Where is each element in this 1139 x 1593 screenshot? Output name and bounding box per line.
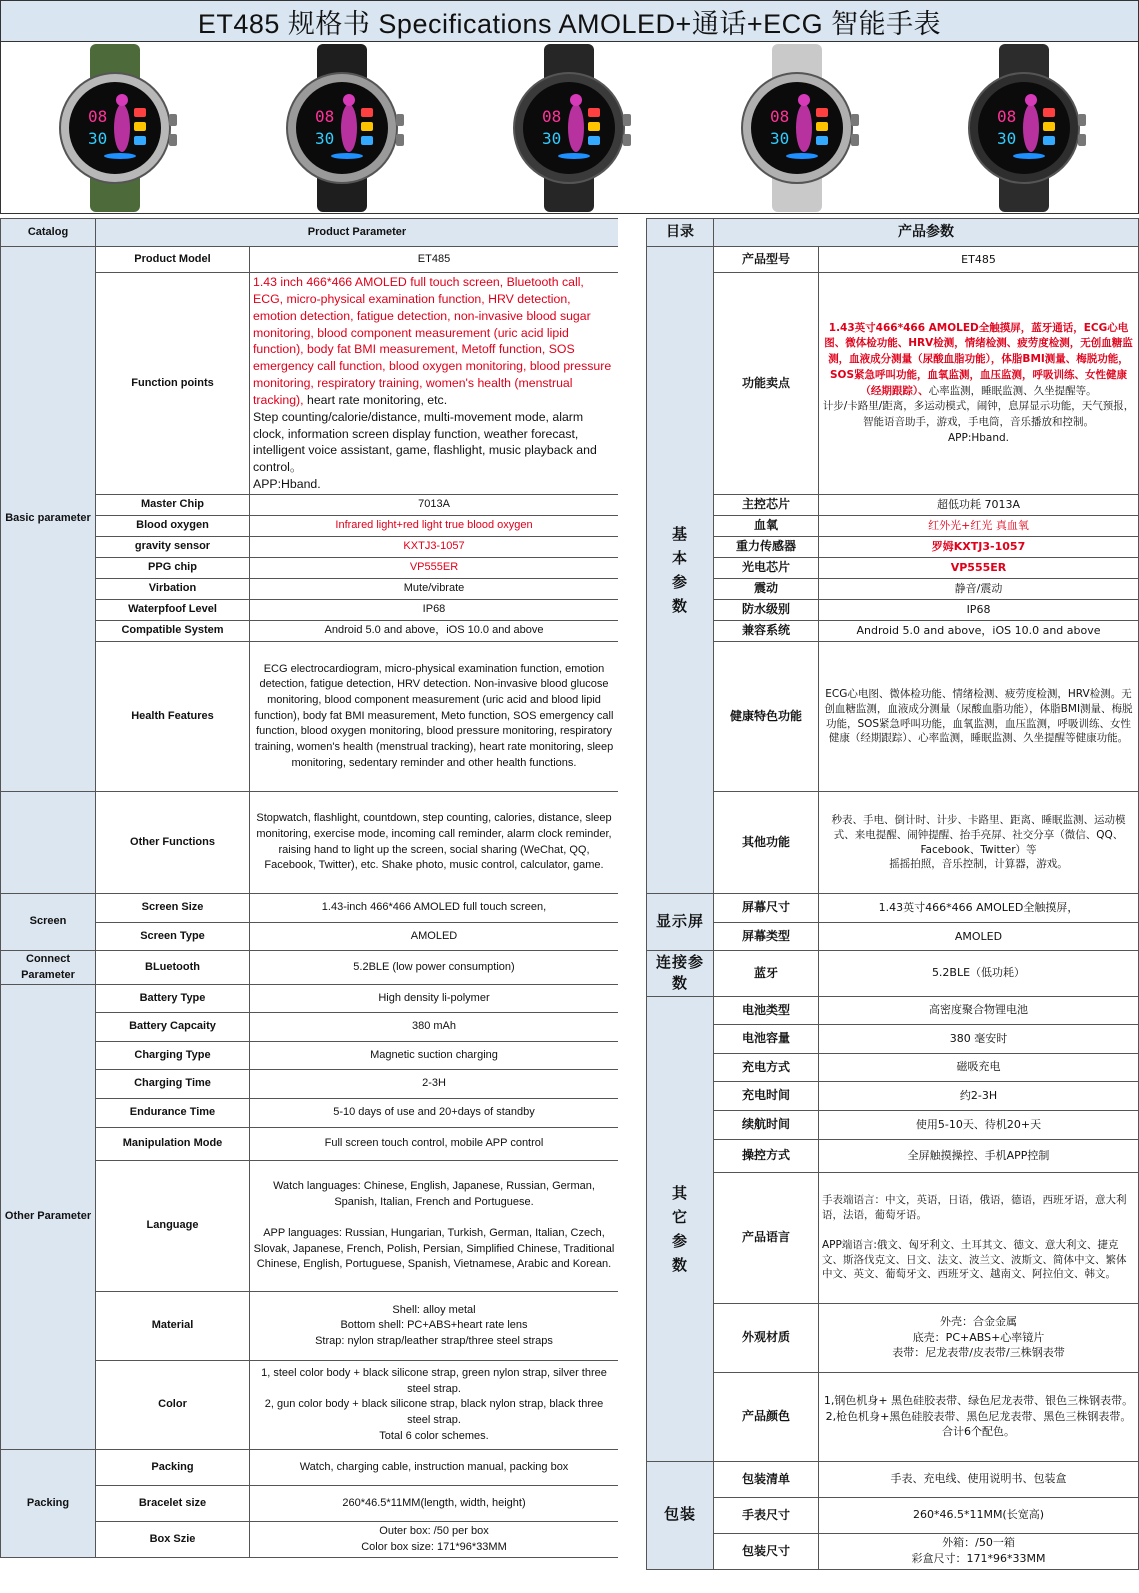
value	[819, 1172, 1139, 1303]
value	[250, 1522, 619, 1558]
label: PPG chip	[96, 558, 250, 579]
text: Shell: alloy metal	[392, 1303, 476, 1316]
label: Screen Type	[96, 923, 250, 951]
value: 高密度聚合物锂电池	[819, 996, 1139, 1024]
label: Charging Type	[96, 1042, 250, 1070]
char: 数	[671, 1255, 688, 1274]
black-steel-strap-watch	[949, 44, 1099, 212]
value: IP68	[819, 600, 1139, 621]
value: 磁吸充电	[819, 1053, 1139, 1081]
text: 手表端语言：中文，英语，日语，俄语，德语，西班牙语，意大利语，法语，葡萄牙语。	[822, 1193, 1127, 1221]
category-screen-cn: 显示屏	[647, 894, 714, 951]
label: 产品型号	[714, 247, 819, 273]
highlight-text: 1.43 inch 466*466 AMOLED full touch screen, Bluetooth call, ECG, micro-physical examination function, HRV detection, emotion detection, fatigue detection, non-invasive blood sugar monitoring, blood component measurement (uric acid lipid function), body fat BMI measurement, Metoff function, SOS emergency call function, blood oxygen monitoring, blood pressure monitoring, respiratory training, women's health (menstrual tracking),	[253, 275, 612, 407]
text: Step counting/calorie/distance, multi-movement mode, alarm clock, information screen display function, weather forecast, intelligent voice assistant, game, flashlight, music playback and control。	[253, 409, 597, 475]
label: Virbation	[96, 579, 250, 600]
label: 包装尺寸	[714, 1533, 819, 1569]
label: Compatible System	[96, 621, 250, 642]
label: 屏幕尺寸	[714, 894, 819, 923]
category-connect: Connect Parameter	[1, 951, 96, 985]
label: 充电时间	[714, 1081, 819, 1110]
svg-text:30: 30	[769, 128, 790, 148]
black-silicone-strap-watch	[267, 44, 417, 212]
label: Function points	[96, 273, 250, 495]
text: Outer box: /50 per box	[379, 1525, 489, 1538]
value: 超低功耗 7013A	[819, 495, 1139, 516]
silver-steel-strap-watch	[722, 44, 872, 212]
page-title: ET485 规格书 Specifications AMOLED+通话+ECG 智能手表	[0, 0, 1139, 42]
label: 续航时间	[714, 1110, 819, 1139]
svg-text:30: 30	[542, 128, 562, 148]
label: 电池容量	[714, 1024, 819, 1053]
label: 操控方式	[714, 1139, 819, 1172]
svg-text:08: 08	[87, 106, 107, 126]
text: Watch languages: Chinese, English, Japanese, Russian, German, Spanish, Italian, French and Portuguese.	[273, 1180, 595, 1208]
value: Android 5.0 and above，iOS 10.0 and above	[819, 621, 1139, 642]
category-packing: Packing	[1, 1450, 96, 1558]
value: AMOLED	[819, 923, 1139, 951]
text: 底壳：PC+ABS+心率镜片	[912, 1330, 1045, 1344]
char: 本	[671, 549, 688, 567]
function-points-value-cn	[819, 273, 1139, 495]
category-packing-cn: 包装	[647, 1461, 714, 1569]
value: 红外光+红光 真血氧	[819, 516, 1139, 537]
value: 1.43-inch 466*466 AMOLED full touch screen,	[250, 894, 619, 923]
value: Magnetic suction charging	[250, 1042, 619, 1070]
value: KXTJ3-1057	[250, 537, 619, 558]
spec-table-chinese	[646, 218, 1139, 1570]
text: APP:Hband.	[947, 431, 1010, 444]
char: 参	[671, 1231, 688, 1250]
value: Infrared light+red light true blood oxygen	[250, 516, 619, 537]
value	[819, 792, 1139, 894]
text: 1, steel color body + black silicone strap, green nylon strap, silver three steel strap.	[261, 1367, 607, 1395]
text: 秒表、手电、倒计时、计步、卡路里、距离、睡眠监测、运动模式、来电提醒、闹钟提醒、抬手亮屏、社交分享（微信、QQ、Facebook、Twitter）等	[831, 813, 1126, 856]
label: Charging Time	[96, 1070, 250, 1099]
value: 260*46.5*11MM(长宽高)	[819, 1497, 1139, 1533]
value: Stopwatch, flashlight, countdown, step counting, calories, distance, sleep monitoring, exercise mode, incoming call reminder, alarm clock reminder, raising hand to light up the screen, social sharing (WeChat, QQ, Facebook, Twitter), etc. Shake photo, music control, calculator, game.	[250, 792, 619, 894]
category-other-cn	[647, 996, 714, 1461]
value: ET485	[250, 247, 619, 273]
label: Other Functions	[96, 792, 250, 894]
value: 5.2BLE (low power consumption)	[250, 951, 619, 985]
category-other: Other Parameter	[1, 985, 96, 1450]
text: APP:Hband.	[253, 477, 321, 492]
svg-text:08: 08	[997, 106, 1017, 126]
text: Strap: nylon strap/leather strap/three steel straps	[315, 1335, 553, 1348]
label: 外观材质	[714, 1303, 819, 1372]
value: 7013A	[250, 495, 619, 516]
label: Manipulation Mode	[96, 1128, 250, 1161]
watch-icon	[722, 44, 872, 212]
char: 数	[671, 597, 688, 615]
label: 其他功能	[714, 792, 819, 894]
label: 震动	[714, 579, 819, 600]
value: 5.2BLE（低功耗）	[819, 951, 1139, 997]
label: Language	[96, 1161, 250, 1292]
svg-text:08: 08	[542, 106, 562, 126]
value	[819, 1372, 1139, 1461]
label: Screen Size	[96, 894, 250, 923]
label: Health Features	[96, 642, 250, 792]
label: 产品语言	[714, 1172, 819, 1303]
value: 约2-3H	[819, 1081, 1139, 1110]
text: Total 6 color schemes.	[379, 1429, 489, 1442]
char: 其	[671, 1183, 688, 1202]
text: 表带：尼龙表带/皮表带/三株钢表带	[892, 1346, 1065, 1360]
label: 电池类型	[714, 996, 819, 1024]
label: gravity sensor	[96, 537, 250, 558]
label: 产品颜色	[714, 1372, 819, 1461]
svg-text:30: 30	[315, 128, 335, 148]
category-screen: Screen	[1, 894, 96, 951]
value: ECG心电图、微体检功能、情绪检测、疲劳度检测，HRV检测。无创血糖监测，血液成分测量（尿酸血脂功能），体脂BMI测量、梅脱功能，SOS紧急呼叫功能，血氧监测，血压监测，呼吸训练、女性健康（经期跟踪）、心率监测，睡眠监测、久坐提醒等健康功能。	[819, 642, 1139, 792]
value: ET485	[819, 247, 1139, 273]
value: VP555ER	[250, 558, 619, 579]
label: 防水级别	[714, 600, 819, 621]
text: APP端语言:俄文、匈牙利文、土耳其文、德文、意大利文、捷克文、斯洛伐克文、日文、法文、波兰文、波斯文、简体中文、繁体中文、英文、葡萄牙文、西班牙文、越南文、阿拉伯文、韩文。	[822, 1238, 1127, 1281]
value: 5-10 days of use and 20+days of standby	[250, 1099, 619, 1128]
category-basic-cn	[647, 247, 714, 894]
value: AMOLED	[250, 923, 619, 951]
value: IP68	[250, 600, 619, 621]
value: 2-3H	[250, 1070, 619, 1099]
value: 手表、充电线、使用说明书、包装盒	[819, 1461, 1139, 1497]
header-product-parameter-cn: 产品参数	[714, 219, 1139, 247]
text: 外壳：合金金属	[940, 1315, 1017, 1329]
text: 摇摇拍照，音乐控制，计算器，游戏。	[889, 858, 1068, 871]
value: Full screen touch control, mobile APP control	[250, 1128, 619, 1161]
char: 基	[671, 525, 688, 543]
watch-icon	[267, 44, 417, 212]
label: 充电方式	[714, 1053, 819, 1081]
category-connect-cn: 连接参数	[647, 951, 714, 997]
value	[250, 1161, 619, 1292]
product-photo-strip	[0, 42, 1139, 214]
value	[819, 1533, 1139, 1569]
label: Product Model	[96, 247, 250, 273]
green-nylon-strap-watch	[40, 44, 190, 212]
text: APP languages: Russian, Hungarian, Turkish, German, Italian, Czech, Slovak, Japanese, French, Polish, Persian, Simplified Chinese, Traditional Chinese, English, Portuguese, Spanish, Vietnamese, Arabic and Korean.	[253, 1227, 615, 1271]
label: Blood oxygen	[96, 516, 250, 537]
text: 1,钢色机身+ 黑色硅胶表带、绿色尼龙表带、银色三株钢表带。	[823, 1394, 1134, 1408]
value: Android 5.0 and above，iOS 10.0 and above	[250, 621, 619, 642]
label: Material	[96, 1292, 250, 1361]
label: 血氧	[714, 516, 819, 537]
svg-text:30: 30	[87, 128, 107, 148]
char: 它	[671, 1207, 688, 1226]
black-leather-strap-watch	[494, 44, 644, 212]
value: Watch, charging cable, instruction manual, packing box	[250, 1450, 619, 1486]
label: 屏幕类型	[714, 923, 819, 951]
value: 260*46.5*11MM(length, width, height)	[250, 1486, 619, 1522]
label: 主控芯片	[714, 495, 819, 516]
label: Battery Capcaity	[96, 1013, 250, 1042]
value: 380 mAh	[250, 1013, 619, 1042]
svg-text:30: 30	[997, 128, 1017, 148]
value: 全屏触摸操控、手机APP控制	[819, 1139, 1139, 1172]
value: 罗姆KXTJ3-1057	[819, 537, 1139, 558]
text: 2, gun color body + black silicone strap, black nylon strap, black three steel strap.	[264, 1398, 604, 1427]
label: Bracelet size	[96, 1486, 250, 1522]
text: 外箱：/50一箱	[942, 1536, 1015, 1550]
text: 2,枪色机身+黑色硅胶表带、黑色尼龙表带、黑色三株钢表带。	[825, 1409, 1132, 1423]
char: 参	[671, 573, 688, 591]
text: Bottom shell: PC+ABS+heart rate lens	[340, 1319, 528, 1332]
svg-text:08: 08	[769, 106, 790, 126]
label: Master Chip	[96, 495, 250, 516]
label: 包装清单	[714, 1461, 819, 1497]
value	[250, 1292, 619, 1361]
label: 蓝牙	[714, 951, 819, 997]
label: BLuetooth	[96, 951, 250, 985]
value: VP555ER	[819, 558, 1139, 579]
highlight-text: 1.43英寸466*466 AMOLED全触摸屏，蓝牙通话，ECG心电图、微体检功能、HRV检测，情绪检测、疲劳度检测，无创血糖监测，血液成分测量（尿酸血脂功能），体脂BMI测量、梅脱功能，SOS紧急呼叫功能，血氧监测，血压监测，呼吸训练、女性健康（经期跟踪）、	[824, 321, 1133, 397]
function-points-value	[250, 273, 619, 495]
value: Mute/vibrate	[250, 579, 619, 600]
value: High density li-polymer	[250, 985, 619, 1013]
text: 计步/卡路里/距离，多运动模式，闹钟，息屏显示功能，天气预报，智能语音助手，游戏，手电筒，音乐播放和控制。	[822, 400, 1135, 428]
label: 重力传感器	[714, 537, 819, 558]
label: 健康特色功能	[714, 642, 819, 792]
label: Color	[96, 1361, 250, 1450]
category-basic: Basic parameter	[1, 247, 96, 792]
header-catalog: Catalog	[1, 219, 96, 247]
spec-table-english	[0, 218, 619, 1558]
value: 1.43英寸466*466 AMOLED全触摸屏，	[819, 894, 1139, 923]
label: 光电芯片	[714, 558, 819, 579]
label: Battery Type	[96, 985, 250, 1013]
category-basic-continued	[1, 792, 96, 894]
header-catalog-cn: 目录	[647, 219, 714, 247]
svg-text:08: 08	[315, 106, 335, 126]
label: 功能卖点	[714, 273, 819, 495]
text: 合计6个配色。	[942, 1425, 1015, 1439]
text: Color box size: 171*96*33MM	[361, 1540, 507, 1553]
label: Box Szie	[96, 1522, 250, 1558]
watch-icon	[40, 44, 190, 212]
value: 380 毫安时	[819, 1024, 1139, 1053]
text: 心率监测，睡眠监测、久坐提醒等。	[928, 384, 1097, 397]
watch-icon	[494, 44, 644, 212]
label: Endurance Time	[96, 1099, 250, 1128]
value	[250, 1361, 619, 1450]
label: 兼容系统	[714, 621, 819, 642]
label: Packing	[96, 1450, 250, 1486]
watch-icon	[949, 44, 1099, 212]
value: ECG electrocardiogram, micro-physical examination function, emotion detection, fatigue detection, HRV detection. Non-invasive blood glucose monitoring, blood component measurement (uric acid and blood lipid function), body fat BMI measurement, Meto function, SOS emergency call function, blood oxygen monitoring, blood pressure monitoring, respiratory training, women's health (menstrual tracking), heart rate monitoring, sleep monitoring, sedentary reminder and other health functions.	[250, 642, 619, 792]
value: 静音/震动	[819, 579, 1139, 600]
value: 使用5-10天、待机20+天	[819, 1110, 1139, 1139]
table-gap	[618, 218, 646, 1593]
label: 手表尺寸	[714, 1497, 819, 1533]
text: heart rate monitoring, etc.	[303, 392, 448, 407]
value	[819, 1303, 1139, 1372]
text: 彩盒尺寸：171*96*33MM	[911, 1552, 1046, 1566]
label: Waterpfoof Level	[96, 600, 250, 621]
header-product-parameter: Product Parameter	[96, 219, 619, 247]
